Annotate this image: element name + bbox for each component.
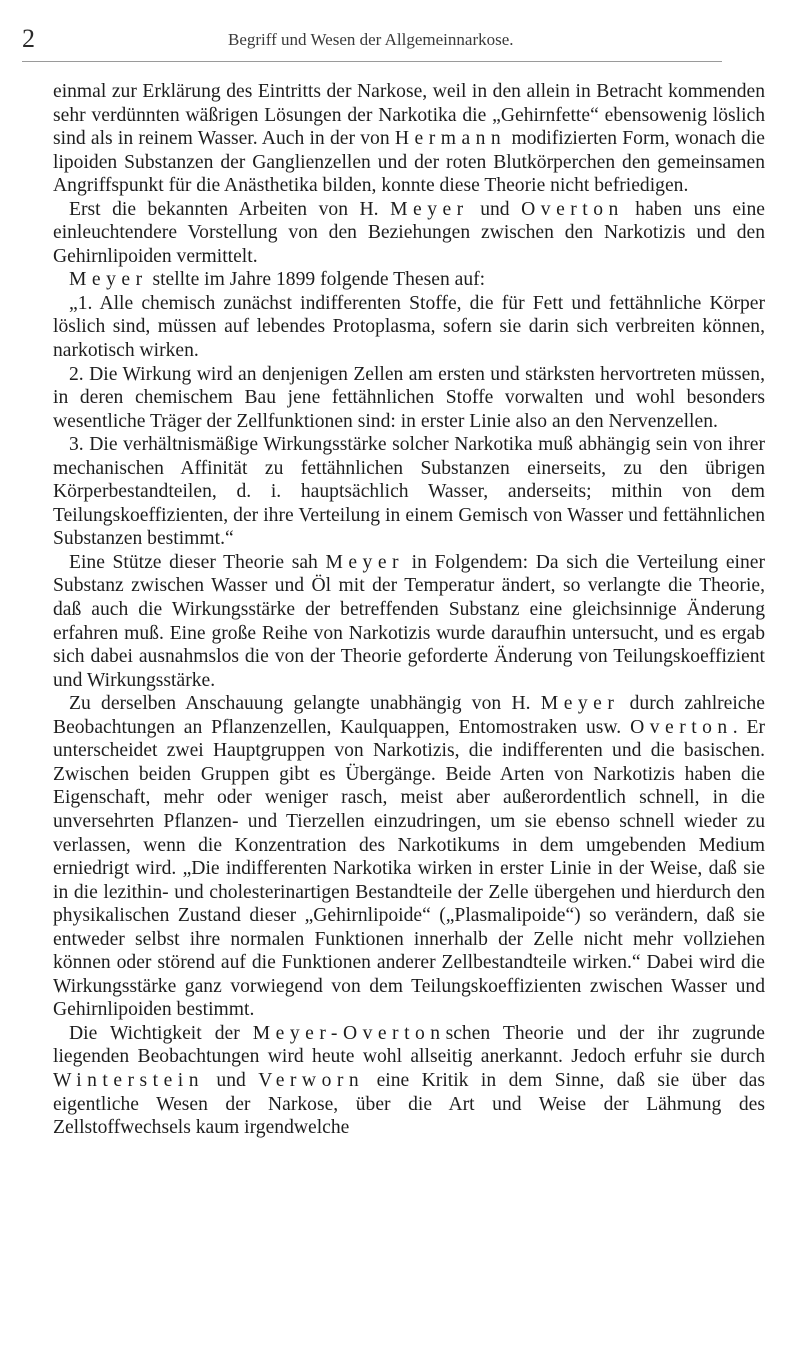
text-run: eine Kritik in dem Sinne, daß sie über das eigentliche Wesen der Narkose, über die Art und Weise der Lähmung des Zellstoffwechsels kaum irgendwelche — [53, 1069, 765, 1139]
body-text — [53, 80, 765, 1140]
text-run: durch zahlreiche Beobachtungen an Pflanzenzellen, Kaulquappen, Entomostraken usw. — [53, 693, 765, 738]
page-number: 2 — [22, 24, 35, 53]
paragraph — [53, 1022, 765, 1140]
thesis-item — [53, 292, 765, 363]
page-header — [22, 26, 740, 54]
author-name: Meyer — [325, 551, 405, 573]
text-run: . Er unterscheidet zwei Hauptgruppen von Narkotizis, die indifferenten und die basischen. Zwischen beiden Gruppen gibt es Übergänge. Beide Arten von Narkotizis haben die Eigenschaft, mehr oder weniger rasch, meist aber außerordentlich schnell, in die unversehrten Pflanzen- und Tierzellen einzudringen, um sie ebenso schnell wieder zu verlassen, wenn die Konzentration des Narkotikums in dem umgebenden Medium erniedrigt wird. „Die indifferenten Narkotika wirken in erster Linie in der Weise, daß sie in die lezithin- und cholesterinartigen Bestandteile der Zelle übergehen und hierdurch den physikalischen Zustand dieser „Gehirnlipoide“ („Plasmalipoide“) so verändern, daß sie entweder selbst ihre normalen Funktionen innerhalb der Zelle nicht mehr vollziehen können oder störend auf die Funktionen anderer Zellbestandteile wirken.“ Dabei wird die Wirkungsstärke ganz vorwiegend von dem Teilungskoeffizienten zwischen Wasser und Gehirnlipoiden bestimmt. — [53, 716, 765, 1021]
author-name: Overton — [521, 198, 624, 220]
author-name: Winterstein — [53, 1069, 204, 1091]
author-name: Hermann — [394, 128, 507, 150]
text-run: stellte im Jahre 1899 folgende Thesen auf: — [147, 269, 486, 291]
paragraph — [53, 551, 765, 692]
text-run: Zu derselben Anschauung gelangte unabhängig von H. — [69, 693, 541, 715]
text-run: schen Theorie und der ihr zugrunde liegenden Beobachtungen wird heute wohl allseitig anerkannt. Jedoch erfuhr sie durch — [53, 1022, 765, 1068]
text-run: 3. Die verhältnismäßige Wirkungsstärke solcher Narkotika muß abhängig sein von ihrer mechanischen Affinität zu fettähnlichen Substanzen einerseits, zu den übrigen Körperbestandteilen, d. i. hauptsächlich Wasser, anderseits; mithin von dem Teilungskoeffizienten, der ihre Verteilung in einem Gemisch von Wasser und fettähnlichen Substanzen bestimmt.“ — [53, 434, 765, 550]
text-run: Eine Stütze dieser Theorie sah — [69, 551, 326, 573]
text-run: 2. Die Wirkung wird an denjenigen Zellen am ersten und stärksten hervortreten müssen, in deren chemischem Bau jene fettähnlichen Stoffe vorwalten und wohl besonders wesentliche Träger der Zellfunktionen sind: in erster Linie also an den Nervenzellen. — [53, 363, 765, 432]
author-name: Verworn — [258, 1069, 365, 1091]
paragraph — [53, 198, 765, 269]
text-run: modifizierten Form, wonach die lipoiden Substanzen der Ganglienzellen und der roten Blutkörperchen den gemeinsamen Angriffspunkt für die Anästhetika bilden, konnte diese Theorie nicht befriedigen. — [53, 128, 765, 197]
text-run: haben uns eine einleuchtendere Vorstellung von den Beziehungen zwischen den Narkotizis und den Gehirnlipoiden vermittelt. — [53, 198, 765, 267]
paragraph — [53, 692, 765, 1022]
text-run: „1. Alle chemisch zunächst indifferenten Stoffe, die für Fett und fettähnliche Körper löslich sind, müssen auf lebendes Protoplasma, sofern sie darin sich verbreiten können, narkotisch wirken. — [53, 292, 765, 362]
author-name: Overton — [630, 716, 733, 738]
header-divider — [22, 61, 722, 62]
paragraph — [53, 80, 765, 198]
author-name: Meyer — [540, 693, 620, 715]
text-run: und — [204, 1069, 259, 1091]
text-run: einmal zur Erklärung des Eintritts der Narkose, weil in den allein in Betracht kommenden sehr verdünnten wäßrigen Lösungen der Narkotika die „Gehirnfette“ ebensowenig löslich sind als in reinem Wasser. Auch in der von — [53, 81, 765, 150]
text-run: Die Wichtigkeit der — [69, 1022, 253, 1044]
text-run: und — [468, 198, 522, 220]
text-run: in Folgendem: Da sich die Verteilung einer Substanz zwischen Wasser und Öl mit der Temperatur ändert, so verlangte die Theorie, daß auch die Wirkungsstärke der betreffenden Substanz eine gleichsinnige Änderung erfahren muß. Eine große Reihe von Narkotizis wurde daraufhin untersucht, und es ergab sich dabei ausnahmslos die von der Theorie geforderte Änderung von Teilungskoeffizient und Wirkungsstärke. — [53, 551, 765, 691]
author-name: Meyer — [390, 198, 469, 220]
author-name: Meyer-Overton — [252, 1022, 446, 1044]
running-title: Begriff und Wesen der Allgemeinnarkose. — [228, 30, 514, 49]
paragraph — [53, 268, 765, 292]
text-run: Erst die bekannten Arbeiten von H. — [69, 198, 391, 220]
thesis-item — [53, 363, 765, 434]
thesis-item — [53, 433, 765, 551]
author-name: Meyer — [69, 269, 148, 291]
